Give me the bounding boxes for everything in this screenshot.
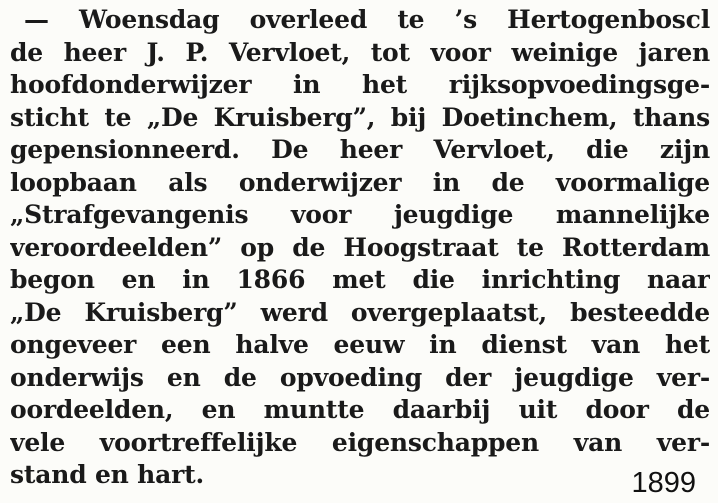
article-line: „Strafgevangenis voor jeugdige mannelijke	[10, 200, 710, 229]
article-line: onderwijs en de opvoeding der jeugdige ver-	[10, 362, 710, 392]
article-line: vele voortreffelijke eigenschappen van ver-	[10, 427, 710, 457]
article-line: „De Kruisberg” werd overgeplaatst, besteedde	[10, 297, 710, 327]
article-line: — Woensdag overleed te ’s Hertogenboscl	[24, 5, 710, 34]
article-line: veroordeelden” op de Hoogstraat te Rotterdam	[10, 232, 710, 262]
article-line: hoofdonderwijzer in het rijksopvoedingsge-	[10, 70, 710, 99]
article-line-last: stand en hart.	[10, 460, 204, 489]
article-line: oordeelden, en muntte daarbij uit door de	[10, 395, 710, 424]
article-line: gepensionneerd. De heer Vervloet, die zijn	[10, 135, 710, 164]
article-line: begon en in 1866 met die inrichting naar	[10, 265, 710, 294]
article-line: ongeveer een halve eeuw in dienst van het	[10, 330, 710, 359]
article-line: loopbaan als onderwijzer in de voormalige	[10, 167, 710, 197]
article-line: de heer J. P. Vervloet, tot voor weinige jaren	[10, 37, 710, 67]
article-text	[10, 4, 710, 492]
article-line: sticht te „De Kruisberg”, bij Doetinchem, thans	[10, 102, 710, 132]
year-label: 1899	[631, 467, 696, 499]
